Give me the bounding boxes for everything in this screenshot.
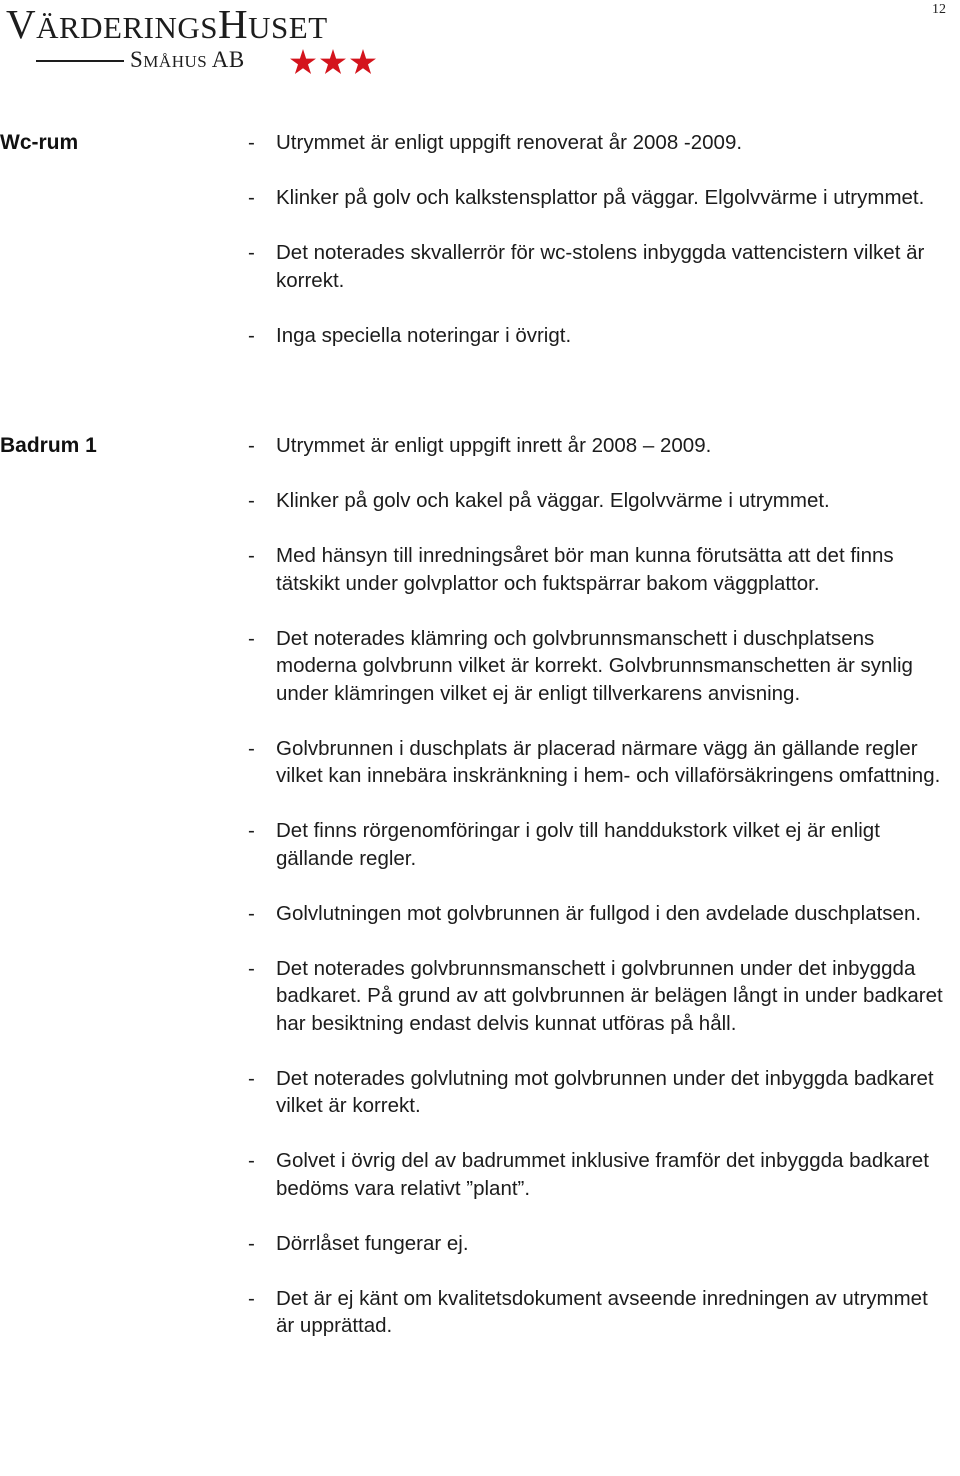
list-item: - Golvlutningen mot golvbrunnen är fullgod i den avdelade duschplatsen. [248,901,922,925]
list-item: - Det noterades golvbrunnsmanschett i golvbrunnen under det inbyggda badkaret. På grund av att golvbrunnen är belägen långt in under badkaret har besiktning endast delvis kunnat utföras på håll. [248,956,943,1035]
section-item-list [248,129,948,377]
list-item: - Det finns rörgenomföringar i golv till handdukstork vilket ej är enligt gällande regler. [248,819,880,870]
list-item: - Klinker på golv och kakel på väggar. Elgolvvärme i utrymmet. [248,489,830,512]
logo-rule [36,60,124,62]
company-logo [6,1,376,78]
section-heading: Wc-rum [0,131,79,154]
list-item: - Med hänsyn till inredningsåret bör man kunna förutsätta att det finns tätskikt under golvplattor och fuktspärrar bakom väggplattor. [248,544,894,595]
list-item: - Utrymmet är enligt uppgift renoverat år 2008 -2009. [248,131,743,154]
list-item: - Det noterades skvallerrör för wc-stolens inbyggda vattencistern vilket är korrekt. [248,241,925,292]
list-item: - Utrymmet är enligt uppgift inrett år 2008 – 2009. [248,434,712,457]
list-item: - Golvet i övrig del av badrummet inklusive framför det inbyggda badkaret bedöms vara relativt ”plant”. [248,1149,929,1200]
list-item: - Det noterades klämring och golvbrunnsmanschett i duschplatsens moderna golvbrunn vilket är korrekt. Golvbrunnsmanschetten är synlig under klämringen vilket ej är enligt tillverkarens anvisning. [248,626,913,705]
logo-wordmark: VÄRDERINGSHUSET [6,1,328,47]
page-number: 12 [932,2,946,17]
list-item: - Inga speciella noteringar i övrigt. [248,323,572,347]
logo-subtitle: SMÅHUS AB [130,47,245,72]
list-item: - Klinker på golv och kalkstensplattor på väggar. Elgolvvärme i utrymmet. [248,186,925,209]
logo-stars-icon [290,48,376,78]
section-heading: Badrum 1 [0,434,97,457]
list-item: - Det noterades golvlutning mot golvbrunnen under det inbyggda badkaret vilket är korrekt. [248,1066,934,1117]
list-item: - Dörrlåset fungerar ej. [248,1231,469,1255]
list-item: - Det är ej känt om kvalitetsdokument avseende inredningen av utrymmet är upprättad. [248,1286,928,1337]
section-item-list [248,432,948,1367]
list-item: - Golvbrunnen i duschplats är placerad närmare vägg än gällande regler vilket kan innebära inskränkning i hem- och villaförsäkringens omfattning. [248,736,941,787]
